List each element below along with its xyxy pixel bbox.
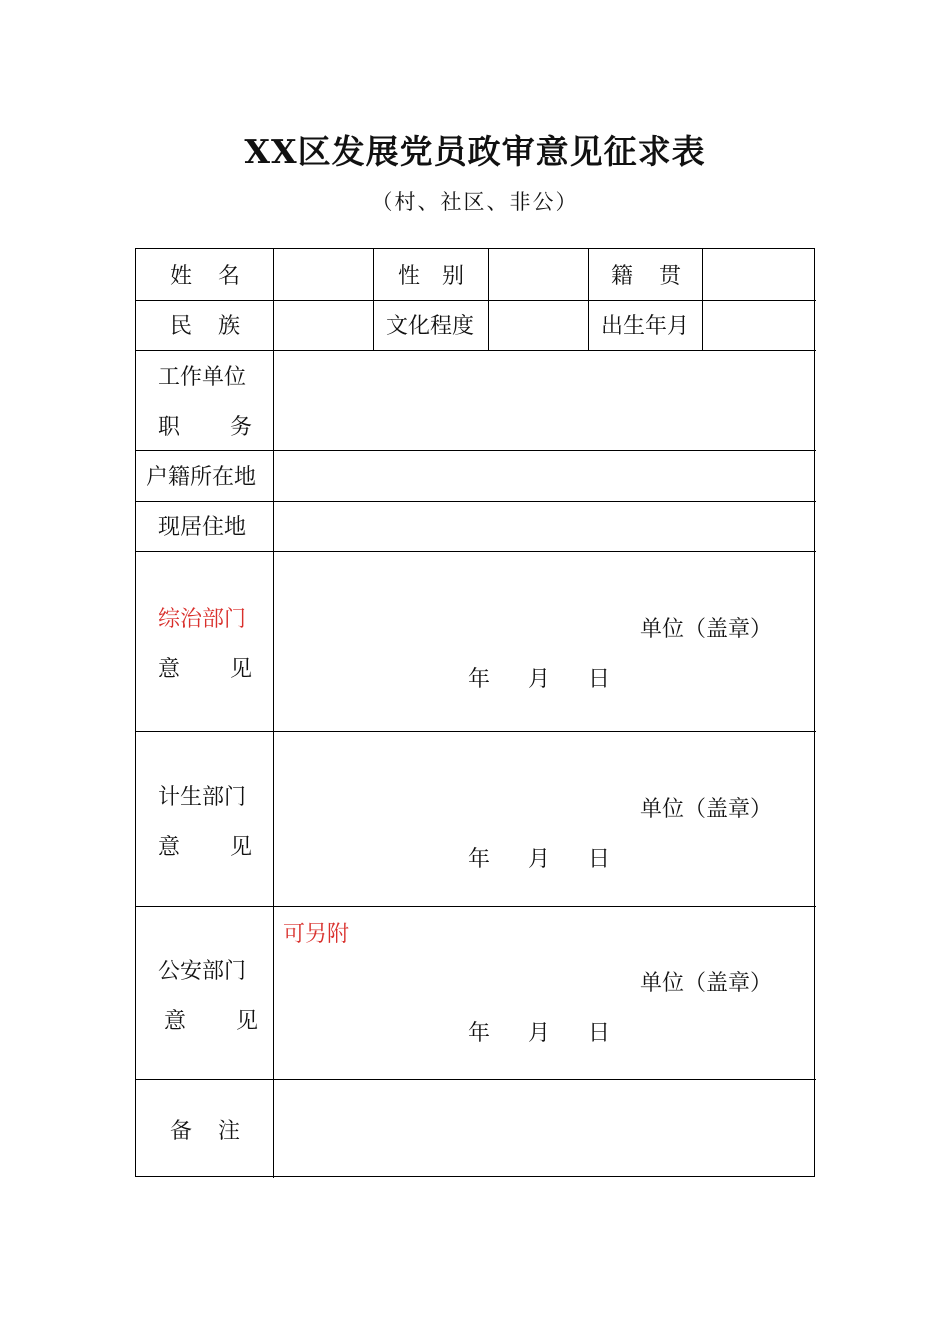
opinion-label-char: 见: [230, 657, 253, 682]
date-month: 月: [528, 1021, 551, 1046]
ethnicity-label-char: 族: [218, 314, 241, 339]
work-unit-position-field[interactable]: [274, 351, 815, 450]
date-day: 日: [588, 847, 611, 872]
opinion-label-char: 意: [158, 657, 181, 682]
gender-label-char: 性: [398, 264, 421, 289]
attachment-note: 可另附: [283, 922, 350, 947]
native-place-field[interactable]: [703, 249, 815, 300]
name-field[interactable]: [274, 249, 373, 300]
opinion-label-char: 见: [230, 835, 253, 860]
col-divider: [373, 249, 374, 350]
date-year: 年: [468, 847, 491, 872]
education-label: 文化程度: [386, 314, 475, 339]
comprehensive-dept-label: 综治部门: [158, 607, 247, 632]
position-label-char: 务: [230, 415, 253, 440]
household-label: 户籍所在地: [146, 465, 257, 490]
date-day: 日: [588, 667, 611, 692]
stamp-label: 单位（盖章）: [640, 971, 773, 996]
residence-field[interactable]: [274, 502, 815, 551]
work-unit-label: 工作单位: [158, 365, 247, 390]
remarks-label-char: 备: [170, 1119, 193, 1144]
opinion-label-char: 意: [158, 835, 181, 860]
opinion-label-char: 见: [236, 1009, 259, 1034]
name-label-char: 姓: [170, 264, 193, 289]
birth-date-label: 出生年月: [601, 314, 690, 339]
education-field[interactable]: [489, 301, 588, 350]
page-subtitle: （村、社区、非公）: [371, 190, 579, 214]
date-year: 年: [468, 1021, 491, 1046]
gender-field[interactable]: [489, 249, 588, 300]
opinion-form-table: [135, 248, 815, 1177]
gender-label-char: 别: [442, 264, 465, 289]
date-year: 年: [468, 667, 491, 692]
household-field[interactable]: [274, 451, 815, 501]
native-place-label-char: 贯: [659, 264, 682, 289]
col-divider: [588, 249, 589, 350]
remarks-field[interactable]: [274, 1080, 815, 1176]
stamp-label: 单位（盖章）: [640, 617, 773, 642]
ethnicity-label-char: 民: [170, 314, 193, 339]
name-label-char: 名: [218, 264, 241, 289]
date-month: 月: [528, 667, 551, 692]
ethnicity-field[interactable]: [274, 301, 373, 350]
family-planning-dept-label: 计生部门: [158, 785, 247, 810]
page-title: XX区发展党员政审意见征求表: [244, 132, 706, 171]
remarks-label-char: 注: [218, 1119, 241, 1144]
public-security-dept-label: 公安部门: [158, 959, 247, 984]
position-label-char: 职: [158, 415, 181, 440]
stamp-label: 单位（盖章）: [640, 797, 773, 822]
residence-label: 现居住地: [158, 515, 247, 540]
date-day: 日: [588, 1021, 611, 1046]
birth-date-field[interactable]: [703, 301, 815, 350]
date-month: 月: [528, 847, 551, 872]
native-place-label-char: 籍: [611, 264, 634, 289]
opinion-label-char: 意: [164, 1009, 187, 1034]
